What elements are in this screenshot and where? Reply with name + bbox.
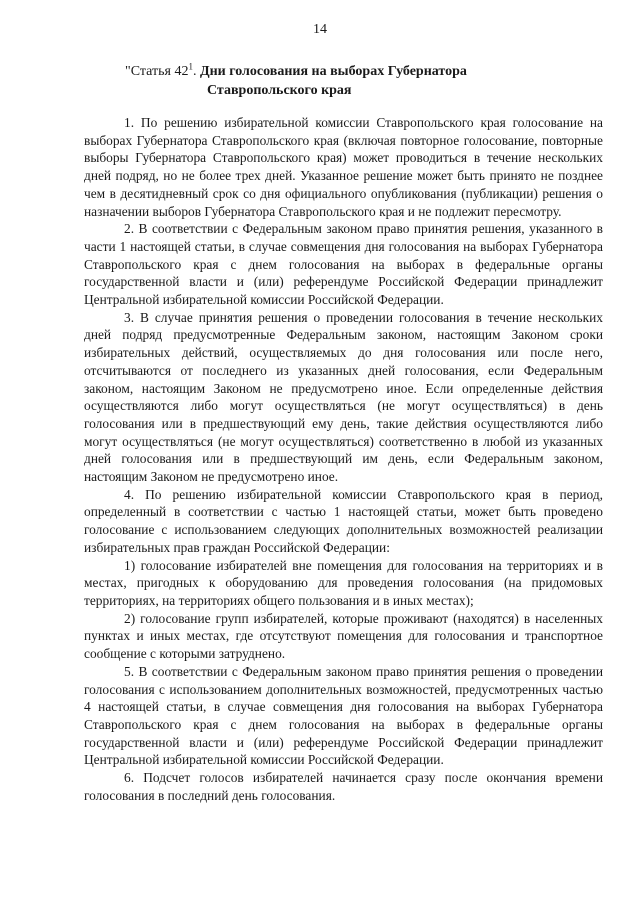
paragraph-4: 4. По решению избирательной комиссии Ставропольского края в период, определенный в соответствии с частью 1 настоящей статьи, может быть проведено голосование с использованием следующих дополнительных возможностей реализации избирательных прав граждан Российской Федерации: xyxy=(84,486,603,555)
paragraph-2: 2. В соответствии с Федеральным законом право принятия решения, указанного в части 1 настоящей статьи, в случае совмещения дня голосования на выборах Губернатора Ставропольского края с днем голосования на выборах в федеральные органы государственной власти и (или) референдуме Российской Федерации принадлежит Центральной избирательной комиссии Российской Федерации. xyxy=(84,221,603,308)
paragraph-4-item-2: 2) голосование групп избирателей, которые проживают (находятся) в населенных пунктах и иных местах, где отсутствуют помещения для голосования и транспортное сообщение с которыми затруднено. xyxy=(84,610,603,662)
article-body xyxy=(84,114,603,804)
article-heading: "Статья $42^1$. Дни голосования на выборах Губернатора Ставропольского края xyxy=(125,62,585,100)
article-title-line-1: Дни голосования на выборах Губернатора xyxy=(199,64,467,79)
paragraph-3: 3. В случае принятия решения о проведении голосования в течение нескольких дней подряд предусмотренные Федеральным законом, настоящим Законом сроки избирательных действий, осуществляемых до дня голосования или после него, отсчитываются от последнего из указанных дней голосования, если Федеральным законом, настоящим Законом не предусмотрено иное. Если определенные действия осуществляются либо могут осуществляться (не могут осуществляться) в день голосования или в предшествующий ему день, такие действия осуществляются либо могут осуществляться (не могут осуществляться) соответственно в любой из указанных дней голосования или в предшествующий им день, если Федеральным законом, настоящим Законом не предусмотрено иное. xyxy=(84,309,603,485)
paragraph-4-item-1: 1) голосование избирателей вне помещения для голосования на территориях и в местах, пригодных к оборудованию для проведения голосования (на придомовых территориях, на территориях общего пользования и в иных местах); xyxy=(84,557,603,608)
article-title-line-2: Ставропольского края xyxy=(207,83,352,98)
article-number: "Статья 42 xyxy=(125,64,189,79)
article-number-superscript: 1 xyxy=(188,61,193,72)
page-number: 14 xyxy=(313,22,327,37)
paragraph-6: 6. Подсчет голосов избирателей начинается сразу после окончания времени голосования в последний день голосования. xyxy=(84,770,603,803)
paragraph-5: 5. В соответствии с Федеральным законом право принятия решения о проведении голосования с использованием дополнительных возможностей, предусмотренных частью 4 настоящей статьи, в случае совмещения дня голосования на выборах Губернатора Ставропольского края с днем голосования на выборах в федеральные органы государственной власти и (или) референдуме Российской Федерации принадлежит Центральной избирательной комиссии Российской Федерации. xyxy=(84,663,603,768)
paragraph-1: 1. По решению избирательной комиссии Ставропольского края голосование на выборах Губернатора Ставропольского края (включая повторное голосование, повторные выборы Губернатора Ставропольского края) может проводиться в течение нескольких дней подряд, но не более трех дней. Указанное решение может быть принято не позднее чем в десятидневный срок со дня официального опубликования (публикации) решения о назначении выборов Губернатора Ставропольского края и не подлежит пересмотру. xyxy=(84,115,603,219)
